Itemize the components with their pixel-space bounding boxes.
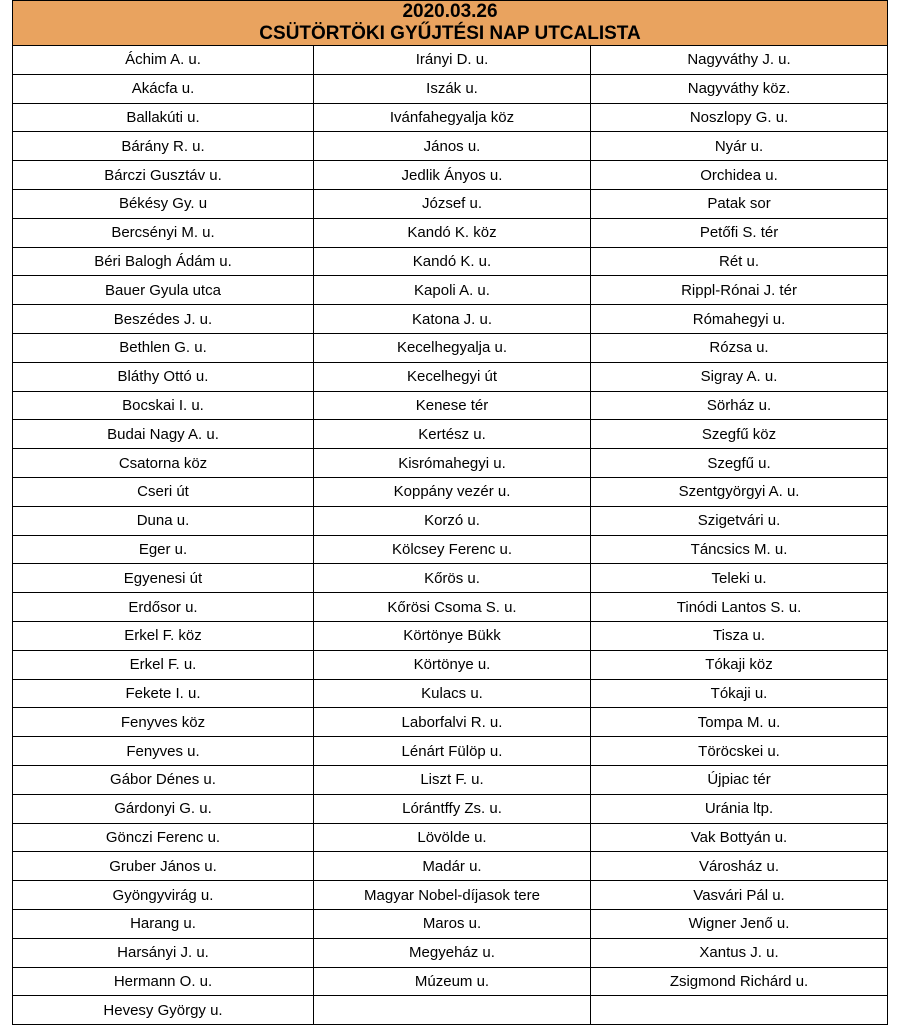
street-cell: Gönczi Ferenc u. xyxy=(13,823,314,852)
street-cell: Erdősor u. xyxy=(13,593,314,622)
table-row xyxy=(13,506,888,535)
street-cell: Kőrösi Csoma S. u. xyxy=(314,593,591,622)
street-cell: Nagyváthy köz. xyxy=(591,74,888,103)
street-cell: Szentgyörgyi A. u. xyxy=(591,477,888,506)
street-cell: Tisza u. xyxy=(591,621,888,650)
street-cell: Nagyváthy J. u. xyxy=(591,46,888,75)
table-row xyxy=(13,189,888,218)
street-cell: Patak sor xyxy=(591,189,888,218)
street-cell: Budai Nagy A. u. xyxy=(13,420,314,449)
table-row xyxy=(13,909,888,938)
street-cell: Harsányi J. u. xyxy=(13,938,314,967)
street-cell: Rét u. xyxy=(591,247,888,276)
street-cell: Fenyves köz xyxy=(13,708,314,737)
street-cell: Szigetvári u. xyxy=(591,506,888,535)
street-cell xyxy=(591,996,888,1025)
street-cell: Vak Bottyán u. xyxy=(591,823,888,852)
street-cell: Kulacs u. xyxy=(314,679,591,708)
street-cell: Gyöngyvirág u. xyxy=(13,881,314,910)
street-cell: Csatorna köz xyxy=(13,449,314,478)
street-cell: Bauer Gyula utca xyxy=(13,276,314,305)
table-row xyxy=(13,737,888,766)
street-cell: Zsigmond Richárd u. xyxy=(591,967,888,996)
street-cell: Megyeház u. xyxy=(314,938,591,967)
table-row xyxy=(13,362,888,391)
street-cell: Petőfi S. tér xyxy=(591,218,888,247)
table-row xyxy=(13,218,888,247)
street-cell: József u. xyxy=(314,189,591,218)
table-row xyxy=(13,132,888,161)
table-row xyxy=(13,535,888,564)
street-cell: Fenyves u. xyxy=(13,737,314,766)
street-cell: Rómahegyi u. xyxy=(591,305,888,334)
street-cell: Kecelhegyi út xyxy=(314,362,591,391)
street-cell: Szegfű u. xyxy=(591,449,888,478)
table-row xyxy=(13,161,888,190)
street-cell: Kisrómahegyi u. xyxy=(314,449,591,478)
table-row xyxy=(13,679,888,708)
street-cell: Bethlen G. u. xyxy=(13,333,314,362)
street-cell: Gruber János u. xyxy=(13,852,314,881)
street-cell: Wigner Jenő u. xyxy=(591,909,888,938)
street-cell: Tókaji u. xyxy=(591,679,888,708)
table-row xyxy=(13,996,888,1025)
street-cell: Lövölde u. xyxy=(314,823,591,852)
table-row xyxy=(13,708,888,737)
street-cell: Akácfa u. xyxy=(13,74,314,103)
street-cell: Iszák u. xyxy=(314,74,591,103)
street-cell xyxy=(314,996,591,1025)
street-cell: Körtönye u. xyxy=(314,650,591,679)
street-cell: Kertész u. xyxy=(314,420,591,449)
street-cell: Gárdonyi G. u. xyxy=(13,794,314,823)
street-cell: Uránia ltp. xyxy=(591,794,888,823)
street-cell: Lórántffy Zs. u. xyxy=(314,794,591,823)
street-cell: Sörház u. xyxy=(591,391,888,420)
street-cell: Katona J. u. xyxy=(314,305,591,334)
street-cell: Korzó u. xyxy=(314,506,591,535)
table-row xyxy=(13,74,888,103)
street-cell: Áchim A. u. xyxy=(13,46,314,75)
street-cell: Madár u. xyxy=(314,852,591,881)
street-cell: Béri Balogh Ádám u. xyxy=(13,247,314,276)
street-cell: Körtönye Bükk xyxy=(314,621,591,650)
street-cell: Töröcskei u. xyxy=(591,737,888,766)
street-cell: Hermann O. u. xyxy=(13,967,314,996)
street-cell: Vasvári Pál u. xyxy=(591,881,888,910)
street-cell: Koppány vezér u. xyxy=(314,477,591,506)
table-row xyxy=(13,449,888,478)
street-cell: Erkel F. köz xyxy=(13,621,314,650)
street-cell: Beszédes J. u. xyxy=(13,305,314,334)
street-cell: Magyar Nobel-díjasok tere xyxy=(314,881,591,910)
street-cell: Városház u. xyxy=(591,852,888,881)
table-row xyxy=(13,305,888,334)
street-cell: Kőrös u. xyxy=(314,564,591,593)
street-cell: Maros u. xyxy=(314,909,591,938)
table-row xyxy=(13,621,888,650)
table-row xyxy=(13,391,888,420)
street-cell: Bláthy Ottó u. xyxy=(13,362,314,391)
table-row xyxy=(13,765,888,794)
street-cell: Kölcsey Ferenc u. xyxy=(314,535,591,564)
street-cell: Noszlopy G. u. xyxy=(591,103,888,132)
table-row xyxy=(13,276,888,305)
table-row xyxy=(13,420,888,449)
table-row xyxy=(13,333,888,362)
street-cell: Fekete I. u. xyxy=(13,679,314,708)
street-cell: Kandó K. köz xyxy=(314,218,591,247)
street-cell: Szegfű köz xyxy=(591,420,888,449)
table-row xyxy=(13,852,888,881)
street-cell: Erkel F. u. xyxy=(13,650,314,679)
street-cell: Bercsényi M. u. xyxy=(13,218,314,247)
table-row xyxy=(13,938,888,967)
table-row xyxy=(13,881,888,910)
street-cell: Nyár u. xyxy=(591,132,888,161)
street-cell: Békésy Gy. u xyxy=(13,189,314,218)
street-cell: Hevesy György u. xyxy=(13,996,314,1025)
table-row xyxy=(13,46,888,75)
table-row xyxy=(13,103,888,132)
table-row xyxy=(13,477,888,506)
street-cell: Bárczi Gusztáv u. xyxy=(13,161,314,190)
street-cell: Kecelhegyalja u. xyxy=(314,333,591,362)
table-row xyxy=(13,794,888,823)
street-cell: Kandó K. u. xyxy=(314,247,591,276)
street-cell: Egyenesi út xyxy=(13,564,314,593)
street-cell: Táncsics M. u. xyxy=(591,535,888,564)
street-cell: Jedlik Ányos u. xyxy=(314,161,591,190)
street-cell: Teleki u. xyxy=(591,564,888,593)
street-cell: Ivánfahegyalja köz xyxy=(314,103,591,132)
table-row xyxy=(13,564,888,593)
table-row xyxy=(13,247,888,276)
header-date: 2020.03.26 xyxy=(402,1,498,22)
street-cell: Irányi D. u. xyxy=(314,46,591,75)
street-cell: Eger u. xyxy=(13,535,314,564)
street-cell: Bárány R. u. xyxy=(13,132,314,161)
table-row xyxy=(13,823,888,852)
list-header xyxy=(13,1,888,46)
street-rows xyxy=(13,46,888,1025)
street-cell: Sigray A. u. xyxy=(591,362,888,391)
street-cell: Kenese tér xyxy=(314,391,591,420)
table-row xyxy=(13,650,888,679)
street-cell: Tókaji köz xyxy=(591,650,888,679)
table-row xyxy=(13,593,888,622)
street-cell: Újpiac tér xyxy=(591,765,888,794)
street-cell: Xantus J. u. xyxy=(591,938,888,967)
street-cell: Lénárt Fülöp u. xyxy=(314,737,591,766)
street-cell: János u. xyxy=(314,132,591,161)
street-cell: Bocskai I. u. xyxy=(13,391,314,420)
street-cell: Gábor Dénes u. xyxy=(13,765,314,794)
street-cell: Tinódi Lantos S. u. xyxy=(591,593,888,622)
street-list-table xyxy=(12,0,888,1025)
street-cell: Rózsa u. xyxy=(591,333,888,362)
street-cell: Duna u. xyxy=(13,506,314,535)
street-cell: Múzeum u. xyxy=(314,967,591,996)
street-cell: Kapoli A. u. xyxy=(314,276,591,305)
street-cell: Orchidea u. xyxy=(591,161,888,190)
street-cell: Tompa M. u. xyxy=(591,708,888,737)
street-cell: Rippl-Rónai J. tér xyxy=(591,276,888,305)
table-row xyxy=(13,967,888,996)
street-cell: Laborfalvi R. u. xyxy=(314,708,591,737)
street-cell: Cseri út xyxy=(13,477,314,506)
street-cell: Liszt F. u. xyxy=(314,765,591,794)
street-cell: Ballakúti u. xyxy=(13,103,314,132)
street-cell: Harang u. xyxy=(13,909,314,938)
header-title: CSÜTÖRTÖKI GYŰJTÉSI NAP UTCALISTA xyxy=(259,23,641,44)
